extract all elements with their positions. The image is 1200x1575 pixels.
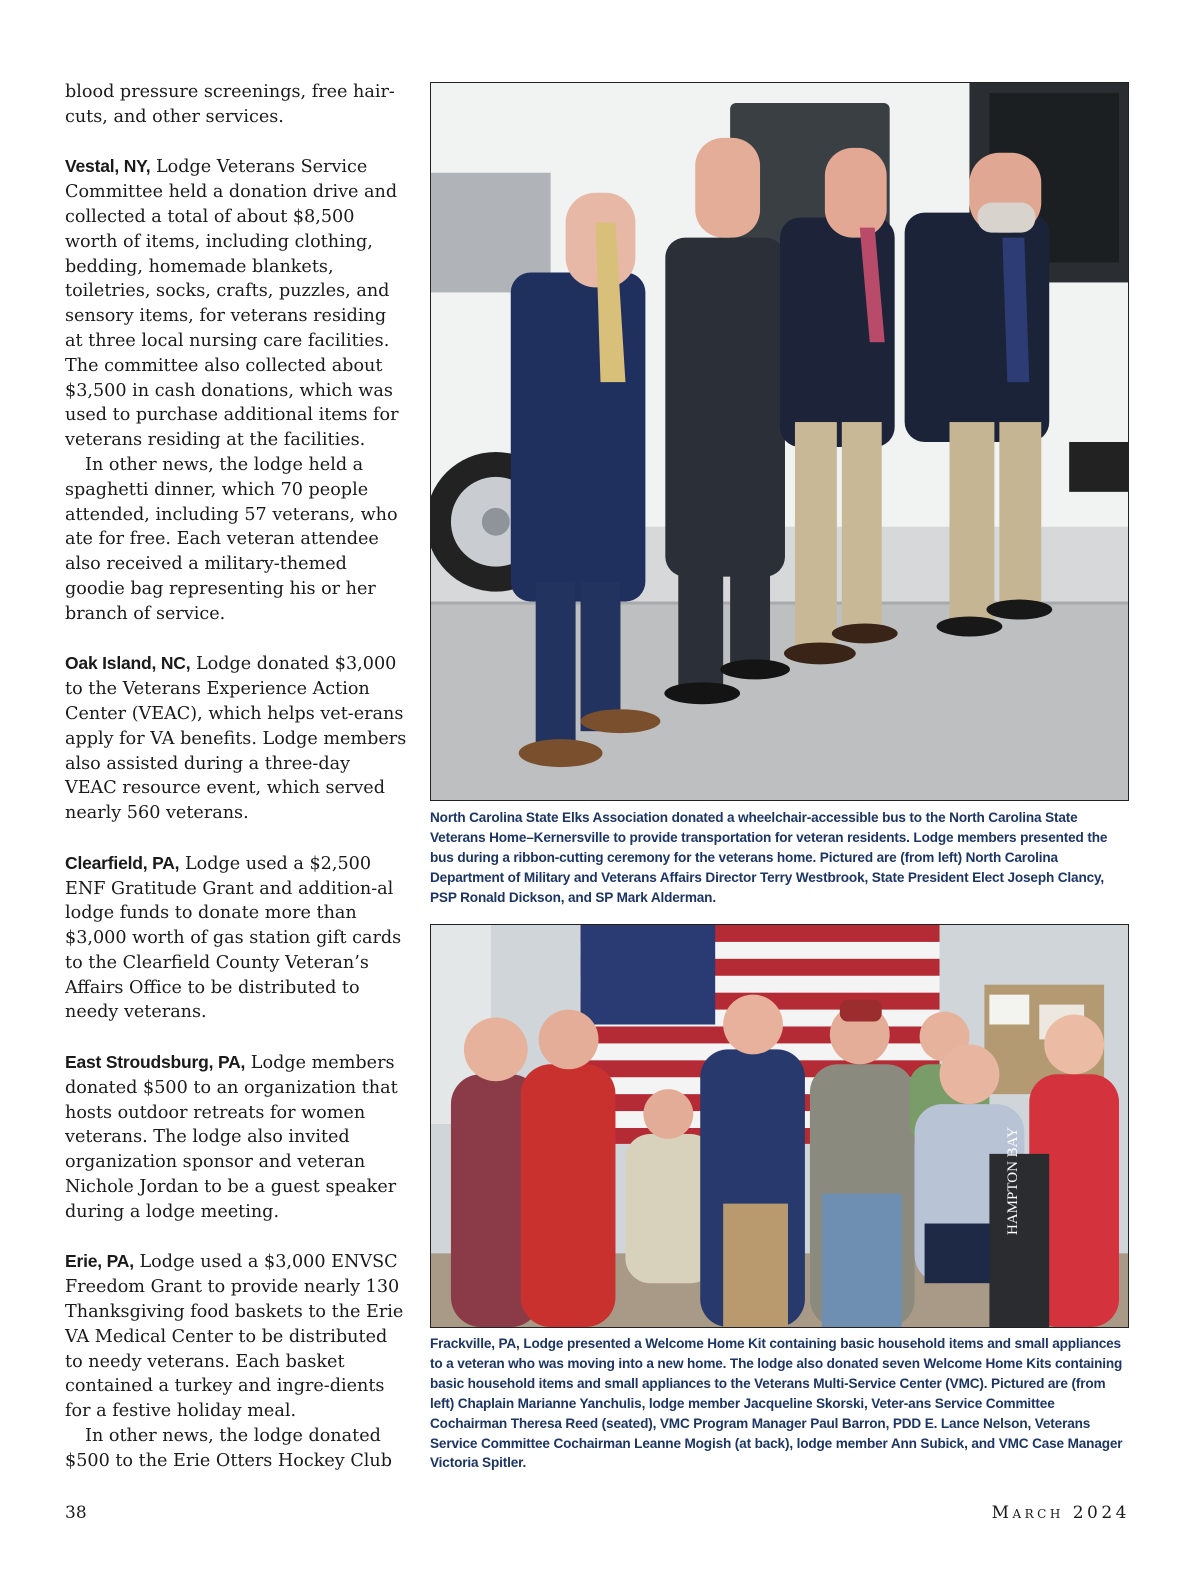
photo-bus-donation <box>430 82 1129 801</box>
paragraph-text: Lodge members donated $500 to an organization that hosts outdoor retreats for women veterans. The lodge also invited organization sponsor and veteran Nichole Jordan to be a guest speaker during a lodge meeting. <box>65 1053 398 1222</box>
article-paragraph-clearfield <box>65 851 407 1026</box>
article-paragraph-erie <box>65 1249 407 1424</box>
location-heading: Vestal, NY, <box>65 156 151 177</box>
paragraph-text: Lodge used a $2,500 ENF Gratitude Grant and addition-al lodge funds to donate more than $3,000 worth of gas station gift cards to the Clearfield County Veteran’s Affairs Office to be distributed to needy veterans. <box>65 853 402 1023</box>
article-paragraph-oak-island <box>65 651 407 826</box>
article-column <box>65 80 407 1474</box>
article-paragraph: blood pressure screenings, free hair-cuts, and other services. <box>65 82 395 127</box>
article-paragraph: In other news, the lodge donated $500 to the Erie Otters Hockey Club <box>65 1426 392 1471</box>
location-heading: Oak Island, NC, <box>65 653 191 674</box>
box-label-text: HAMPTON BAY <box>1005 1127 1021 1235</box>
caption-bus-donation <box>430 808 1130 908</box>
location-heading: Clearfield, PA, <box>65 852 180 873</box>
photo-group-illustration <box>431 925 1128 1327</box>
caption-welcome-home-kit <box>430 1334 1130 1473</box>
caption-text: Lodge presented a Welcome Home Kit containing basic household items and small appliances to a veteran who was moving into a new home. The lodge also donated seven Welcome Home Kits containing basic household items and small appliances to the Veterans Multi-Service Center (VMC). Pictured are (from left) Chaplain Marianne Yanchulis, lodge member Jacqueline Skorski, Veter-ans Service Committee Cochairman Theresa Reed (seated), VMC Program Manager Paul Barron, PDD E. Lance Nelson, Veterans Service Committee Cochairman Leanne Mogish (at back), lodge member Ann Subick, and VMC Case Manager Victoria Spitler. <box>430 1336 1123 1471</box>
article-paragraph-vestal <box>65 154 407 453</box>
page-number: 38 <box>65 1503 87 1523</box>
paragraph-text: Lodge Veterans Service Committee held a donation drive and collected a total of about $8,500 worth of items, including clothing, bedding, homemade blankets, toiletries, socks, crafts, puzzles, and sensory items, for veterans residing at three local nursing care facilities. The committee also collected about $3,500 in cash donations, which was used to purchase additional items for veterans residing at the facilities. <box>65 157 399 451</box>
paragraph-text: Lodge donated $3,000 to the Veterans Experience Action Center (VEAC), which helps vet-erans apply for VA benefits. Lodge members also assisted during a three-day VEAC resource event, which served nearly 560 veterans. <box>65 654 407 824</box>
photo-welcome-home-kit <box>430 924 1129 1328</box>
issue-date: March 2024 <box>991 1503 1130 1523</box>
caption-text: donated a wheelchair-accessible bus to the North Carolina State Veterans Home–Kernersville to provide transportation for veteran residents. Lodge members presented the bus during a ribbon-cutting ceremony for the veterans home. Pictured are (from left) North Carolina Department of Military and Veterans Affairs Director Terry Westbrook, State President Elect Joseph Clancy, PSP Ronald Dickson, and SP Mark Alderman. <box>430 810 1108 905</box>
location-heading: Erie, PA, <box>65 1251 134 1272</box>
caption-lead: North Carolina State Elks Association <box>430 810 668 825</box>
location-heading: East Stroudsburg, PA, <box>65 1052 246 1073</box>
photo-bus-illustration <box>431 83 1128 800</box>
article-paragraph: In other news, the lodge held a spaghetti dinner, which 70 people attended, including 57 veterans, who ate for free. Each veteran attendee also received a military-themed goodie bag representing his or her branch of service. <box>65 454 398 624</box>
article-paragraph-east-stroudsburg <box>65 1050 407 1225</box>
caption-lead: Frackville, PA, <box>430 1336 520 1351</box>
paragraph-text: Lodge used a $3,000 ENVSC Freedom Grant to provide nearly 130 Thanksgiving food baskets to the Erie VA Medical Center to be distributed to needy veterans. Each basket contained a turkey and ingre-dients for a festive holiday meal. <box>65 1252 404 1422</box>
